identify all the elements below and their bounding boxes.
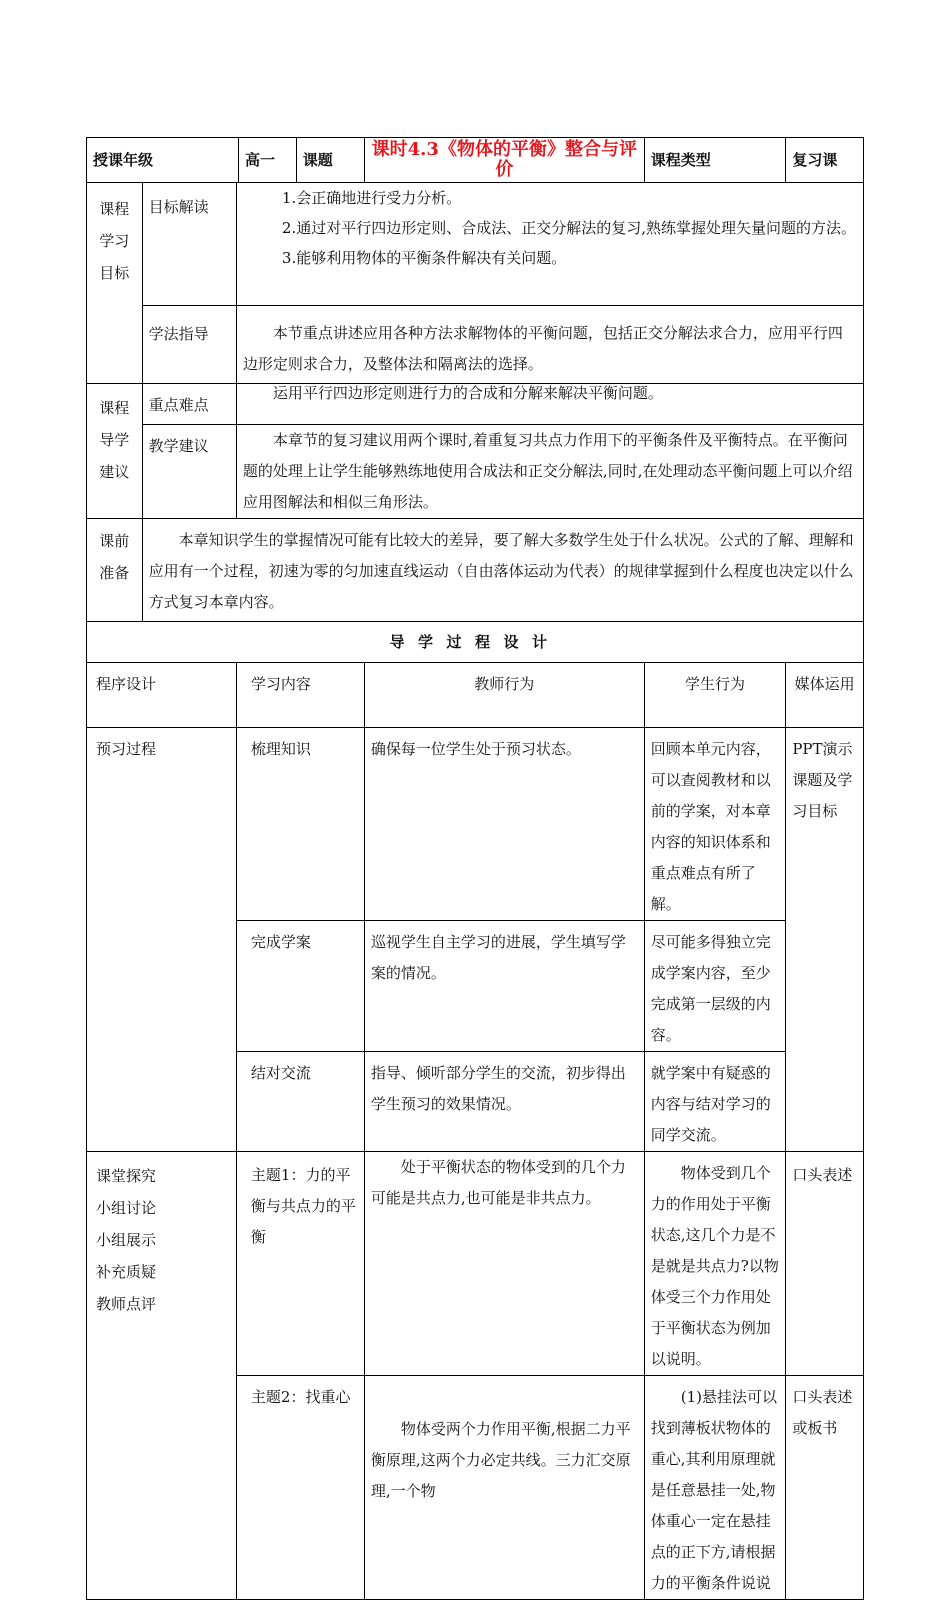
- objective-line: 2.通过对平行四边形定则、合成法、正交分解法的复习,熟练掌握处理矢量问题的方法。: [281, 219, 857, 237]
- method-row: [87, 306, 864, 384]
- grade-label: 授课年级: [87, 138, 239, 183]
- advice-row: [87, 425, 864, 519]
- row-media: 口头表述或板书: [786, 1376, 864, 1600]
- prep-section-label: 课前准备: [87, 519, 143, 622]
- row-student: 物体受到几个力的作用处于平衡状态,这几个力是不是就是共点力?以物体受三个力作用处于平衡状态为例加以说明。: [644, 1152, 786, 1376]
- process-title: 导学过程设计: [87, 622, 864, 663]
- type-value: 复习课: [786, 138, 864, 183]
- row-student: 就学案中有疑惑的内容与结对学习的同学交流。: [644, 1052, 786, 1152]
- grade-value: 高一: [239, 138, 297, 183]
- col-stage: 程序设计: [87, 663, 237, 728]
- table-row: [87, 1152, 864, 1376]
- row-teacher: 物体受两个力作用平衡,根据二力平衡原理,这两个力必定共线。三力汇交原理,一个物: [364, 1376, 644, 1600]
- col-media: 媒体运用: [786, 663, 864, 728]
- topic-label: 课题: [296, 138, 364, 183]
- objective-label: 目标解读: [142, 183, 236, 306]
- row-teacher: 指导、倾听部分学生的交流，初步得出学生预习的效果情况。: [364, 1052, 644, 1152]
- row-content: 梳理知识: [236, 728, 364, 921]
- type-label: 课程类型: [644, 138, 786, 183]
- classroom-stage: 课堂探究 小组讨论 小组展示 补充质疑 教师点评: [87, 1152, 237, 1600]
- row-content: 完成学案: [236, 921, 364, 1052]
- preview-stage: 预习过程: [87, 728, 237, 1152]
- key-text: 运用平行四边形定则进行力的合成和分解来解决平衡问题。: [236, 384, 863, 425]
- method-text: 本节重点讲述应用各种方法求解物体的平衡问题，包括正交分解法求合力，应用平行四边形定则求合力，及整体法和隔离法的选择。: [236, 306, 863, 384]
- key-row: [87, 384, 864, 425]
- prep-row: [87, 519, 864, 622]
- process-title-row: [87, 622, 864, 663]
- row-student: (1)悬挂法可以找到薄板状物体的重心,其利用原理就是任意悬挂一处,物体重心一定在悬挂点的正下方,请根据力的平衡条件说说: [644, 1376, 786, 1600]
- col-student: 学生行为: [644, 663, 786, 728]
- preview-media: PPT演示课题及学习目标: [786, 728, 864, 1152]
- advice-label: 教学建议: [142, 425, 236, 519]
- row-teacher: 巡视学生自主学习的进展，学生填写学案的情况。: [364, 921, 644, 1052]
- row-content: 主题2：找重心: [236, 1376, 364, 1600]
- col-teacher: 教师行为: [364, 663, 644, 728]
- objective-line: 3.能够利用物体的平衡条件解决有关问题。: [281, 249, 567, 267]
- row-student: 回顾本单元内容，可以查阅教材和以前的学案，对本章内容的知识体系和重点难点有所了解。: [644, 728, 786, 921]
- row-content: 主题1：力的平衡与共点力的平衡: [236, 1152, 364, 1376]
- row-content: 结对交流: [236, 1052, 364, 1152]
- lesson-plan: [86, 137, 864, 1600]
- col-content: 学习内容: [236, 663, 364, 728]
- lesson-plan-table: [86, 137, 864, 1600]
- advice-text: 本章节的复习建议用两个课时,着重复习共点力作用下的平衡条件及平衡特点。在平衡问题的处理上让学生能够熟练地使用合成法和正交分解法,同时,在处理动态平衡问题上可以介绍应用图解法和相似三角形法。: [236, 425, 863, 519]
- process-header-row: [87, 663, 864, 728]
- row-student: 尽可能多得独立完成学案内容，至少完成第一层级的内容。: [644, 921, 786, 1052]
- header-row: [87, 138, 864, 183]
- row-teacher: 处于平衡状态的物体受到的几个力可能是共点力,也可能是非共点力。: [364, 1152, 644, 1376]
- topic-title: 课时4.3《物体的平衡》整合与评价: [364, 138, 644, 183]
- key-label: 重点难点: [142, 384, 236, 425]
- goals-row: [87, 183, 864, 306]
- guidance-section-label: 课程导学建议: [87, 384, 143, 519]
- objective-cell: [236, 183, 863, 306]
- prep-text: 本章知识学生的掌握情况可能有比较大的差异，要了解大多数学生处于什么状况。公式的了解、理解和应用有一个过程，初速为零的匀加速直线运动（自由落体运动为代表）的规律掌握到什么程度也决定以什么方式复习本章内容。: [142, 519, 863, 622]
- objective-line: 1.会正确地进行受力分析。: [281, 189, 462, 207]
- method-label: 学法指导: [142, 306, 236, 384]
- row-teacher: 确保每一位学生处于预习状态。: [364, 728, 644, 921]
- row-media: 口头表述: [786, 1152, 864, 1376]
- goals-section-label: 课程学习目标: [87, 183, 143, 384]
- table-row: [87, 728, 864, 921]
